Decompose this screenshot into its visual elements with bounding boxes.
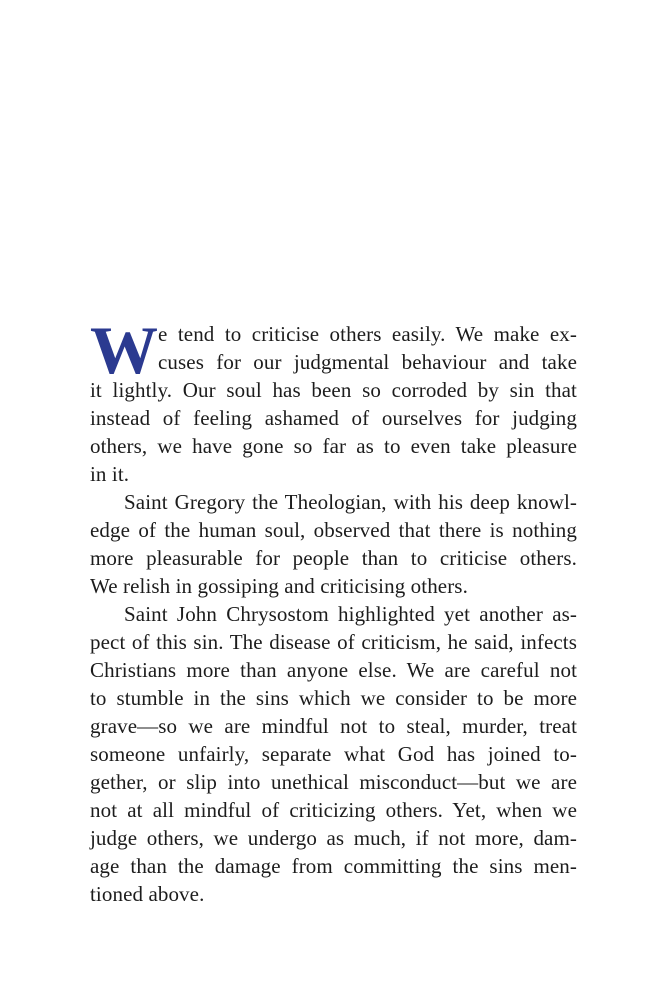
text-line: others, we have gone so far as to even take pleasure [90, 434, 577, 458]
text-line: it lightly. Our soul has been so corroded by sin that [90, 378, 577, 402]
text-line: instead of feeling ashamed of ourselves for judging [90, 406, 577, 430]
text-line: Saint Gregory the Theologian, with his deep knowl- [124, 490, 577, 514]
text-line: Christians more than anyone else. We are careful not [90, 658, 577, 682]
dropcap-letter: W [90, 312, 159, 388]
text-line: not at all mindful of criticizing others. Yet, when we [90, 798, 577, 822]
text-line: Saint John Chrysostom highlighted yet another as- [124, 602, 577, 626]
paragraph [90, 600, 577, 908]
text-line: age than the damage from committing the sins men- [90, 854, 577, 878]
text-line: someone unfairly, separate what God has joined to- [90, 742, 577, 766]
text-line: in it. [90, 462, 130, 486]
text-line: We relish in gossiping and criticising others. [90, 574, 468, 598]
text-block [90, 312, 577, 908]
text-line: more pleasurable for people than to criticise others. [90, 546, 577, 570]
text-line: tioned above. [90, 882, 205, 906]
text-line: pect of this sin. The disease of criticism, he said, infects [90, 630, 577, 654]
text-line: edge of the human soul, observed that there is nothing [90, 518, 577, 542]
text-line: e tend to criticise others easily. We make ex- [158, 322, 577, 346]
text-line: judge others, we undergo as much, if not more, dam- [90, 826, 577, 850]
text-line: grave—so we are mindful not to steal, murder, treat [90, 714, 577, 738]
text-line: gether, or slip into unethical misconduct—but we are [90, 770, 577, 794]
text-line: cuses for our judgmental behaviour and take [158, 350, 577, 374]
text-line: to stumble in the sins which we consider to be more [90, 686, 577, 710]
paragraph [90, 488, 577, 600]
paragraph [90, 312, 577, 488]
